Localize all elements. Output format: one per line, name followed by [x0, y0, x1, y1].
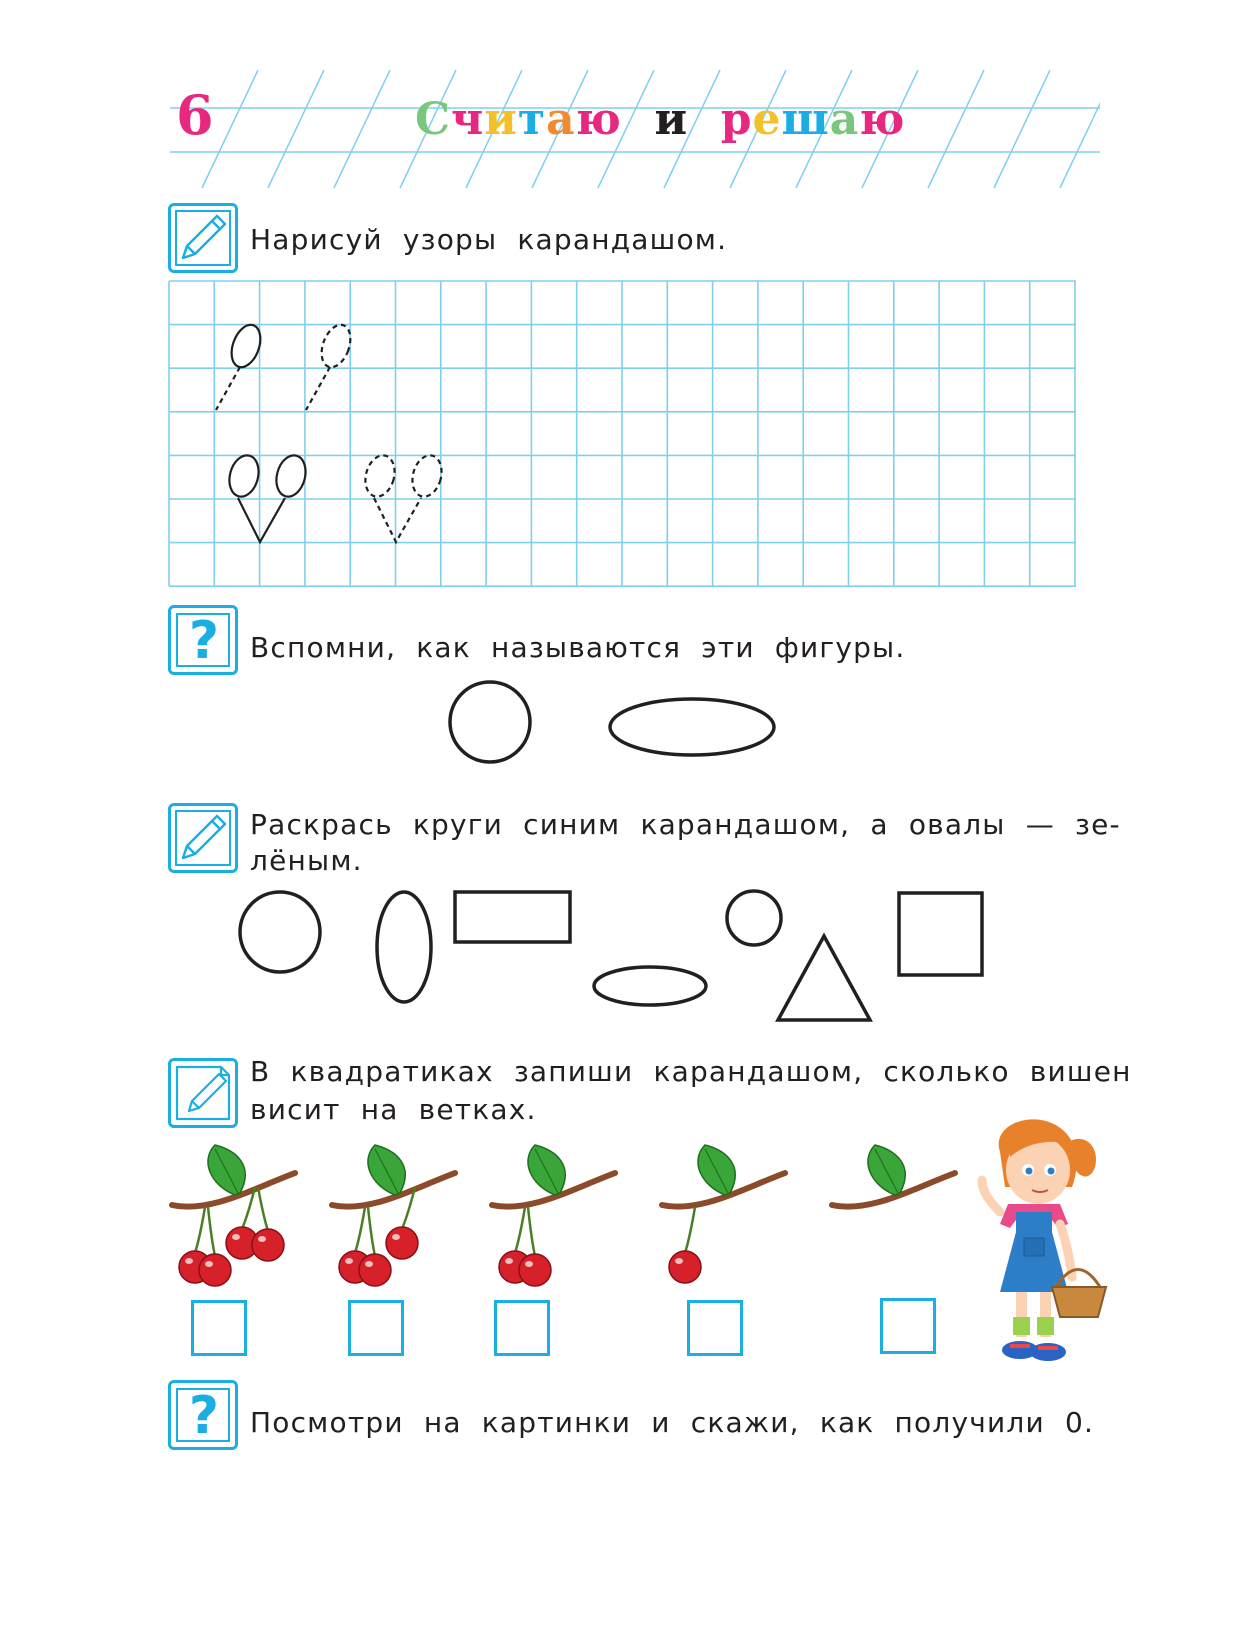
pencil-paper-icon: [171, 1061, 235, 1125]
pattern-samples: [216, 321, 446, 542]
cherry: [386, 1227, 418, 1259]
question-icon: ?: [188, 1386, 220, 1446]
cherry: [252, 1229, 284, 1261]
task3-shapes[interactable]: [230, 880, 1000, 1030]
task3-text-line1: Раскрась круги синим карандашом, а овалы — зе-: [250, 808, 1121, 841]
task3-text-line2: лёным.: [250, 844, 363, 877]
title-letter: р: [720, 94, 753, 145]
title-letter: т: [517, 94, 547, 145]
circle-shape: [450, 682, 530, 762]
task4-text-line1: В квадратиках запиши карандашом, сколько вишен: [250, 1055, 1132, 1088]
answer-box-5[interactable]: [880, 1298, 936, 1354]
question-icon: ?: [188, 611, 220, 671]
answer-box-3[interactable]: [494, 1300, 550, 1356]
title-letter: ч: [451, 94, 485, 145]
square-shape: [899, 893, 982, 975]
task4-text-line2: висит на ветках.: [250, 1093, 537, 1126]
title-letter: и: [484, 94, 518, 145]
cherry-branches: [160, 1135, 980, 1295]
cherry-branch: [662, 1145, 785, 1283]
title-letter: ш: [781, 94, 830, 145]
answer-box-4[interactable]: [687, 1300, 743, 1356]
cherry: [519, 1254, 551, 1286]
title-letter: [622, 98, 655, 142]
task4-pencil-paper-icon: [168, 1058, 238, 1128]
title-letter: а: [829, 94, 860, 145]
drawing-grid[interactable]: [168, 280, 1078, 590]
cherry: [669, 1251, 701, 1283]
title-letter: и: [654, 94, 689, 145]
circle-shape-1: [240, 892, 320, 972]
title-letter: ю: [575, 94, 622, 145]
task1-pencil-icon: [168, 203, 238, 273]
girl-illustration: [960, 1112, 1120, 1372]
task3-pencil-icon: [168, 803, 238, 873]
title-letter: [688, 98, 721, 142]
cherry-branch: [332, 1145, 455, 1286]
task2-figures: [440, 672, 790, 772]
task2-text: Вспомни, как называются эти фигуры.: [250, 631, 906, 664]
cherry: [199, 1254, 231, 1286]
title-letter: С: [415, 94, 452, 145]
cherry-branch: [492, 1145, 615, 1286]
task5-question-icon: [168, 1380, 238, 1450]
oval-shape-1: [377, 892, 431, 1002]
cherry-branch: [172, 1145, 295, 1286]
pencil-icon: [171, 806, 235, 870]
triangle-shape: [778, 936, 870, 1020]
title-letter: е: [752, 94, 782, 145]
title-letter: ю: [859, 94, 906, 145]
answer-box-2[interactable]: [348, 1300, 404, 1356]
circle-shape-2: [727, 891, 781, 945]
page-number: 6: [176, 83, 214, 147]
task5-text: Посмотри на картинки и скажи, как получили 0.: [250, 1406, 1095, 1439]
task2-question-icon: [168, 605, 238, 675]
pencil-icon: [171, 206, 235, 270]
task1-text: Нарисуй узоры карандашом.: [250, 223, 728, 256]
title-letter: а: [546, 94, 576, 145]
oval-shape-2: [594, 967, 706, 1005]
answer-box-1[interactable]: [191, 1300, 247, 1356]
cherry-branch: [832, 1145, 955, 1207]
cherry: [359, 1254, 391, 1286]
rectangle-shape: [455, 892, 570, 942]
page-title: [415, 94, 906, 145]
oval-shape: [610, 699, 774, 755]
